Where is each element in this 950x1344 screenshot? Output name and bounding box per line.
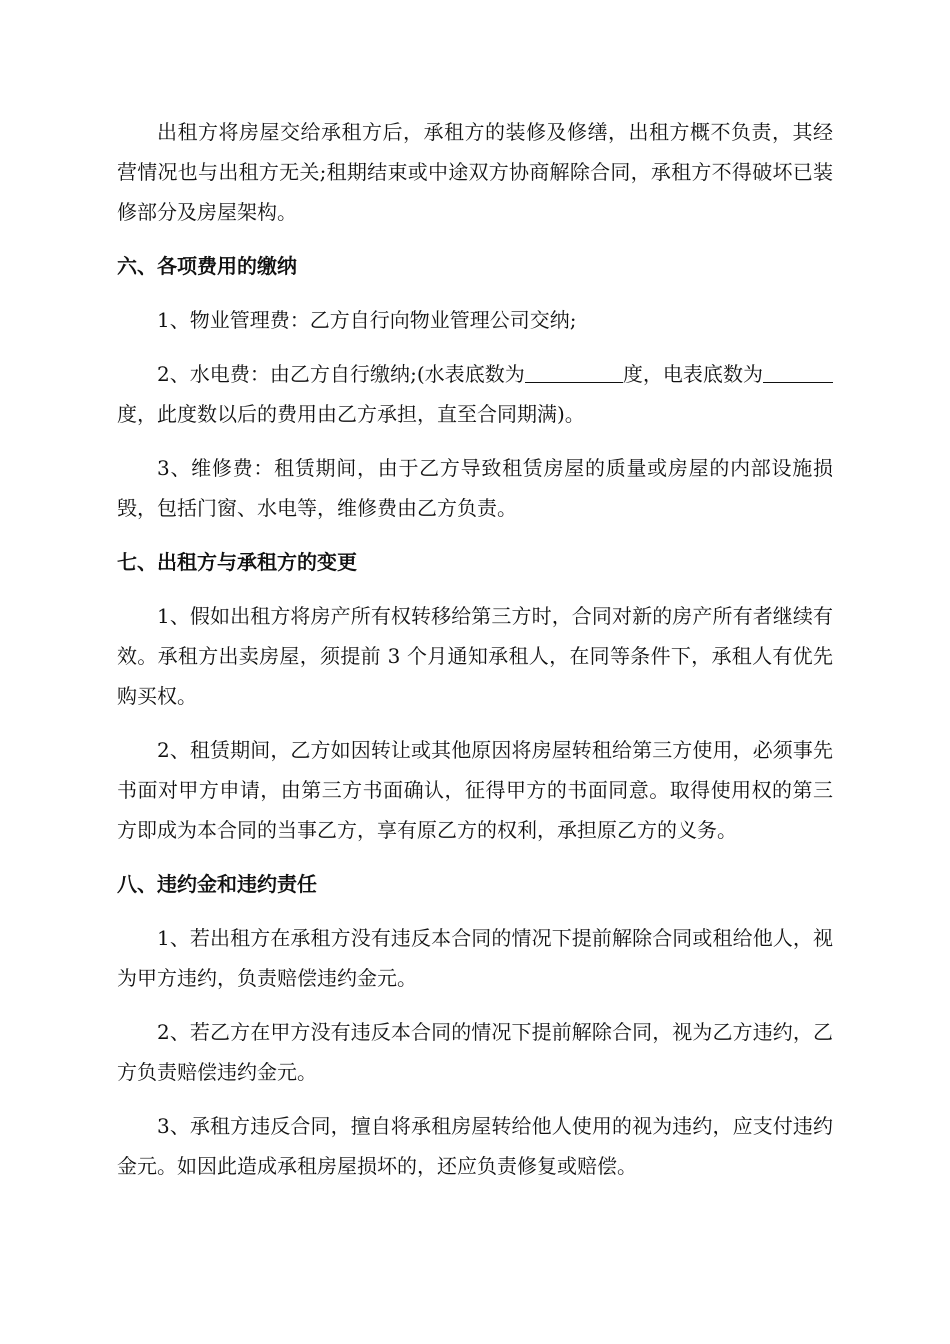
water-meter-blank — [525, 362, 623, 383]
section-heading-penalty: 八、违约金和违约责任 — [117, 872, 317, 896]
section-heading-fees: 六、各项费用的缴纳 — [117, 254, 297, 278]
document-body — [117, 112, 833, 1200]
paragraph-unauthorized-sublease: 3、承租方违反合同，擅自将承租房屋转给他人使用的视为违约，应支付违约金元。如因此造成承租房屋损坏的，还应负责修复或赔偿。 — [117, 1114, 833, 1178]
paragraph-ownership-transfer: 1、假如出租方将房产所有权转移给第三方时，合同对新的房产所有者继续有效。承租方出卖房屋，须提前 3 个月通知承租人，在同等条件下，承租人有优先购买权。 — [117, 604, 833, 708]
paragraph-lessee-breach: 2、若乙方在甲方没有违反本合同的情况下提前解除合同，视为乙方违约，乙方负责赔偿违约金元。 — [117, 1020, 833, 1084]
paragraph-decoration-responsibility: 出租方将房屋交给承租方后，承租方的装修及修缮，出租方概不负责，其经营情况也与出租方无关;租期结束或中途双方协商解除合同，承租方不得破坏已装修部分及房屋架构。 — [117, 120, 833, 224]
utility-fee-text-1: 2、水电费：由乙方自行缴纳;(水表底数为 — [157, 362, 525, 386]
paragraph-utility-fee — [117, 354, 833, 434]
utility-fee-text-2: 度，电表底数为 — [622, 362, 764, 386]
electric-meter-blank — [763, 362, 833, 383]
paragraph-repair-fee: 3、维修费：租赁期间，由于乙方导致租赁房屋的质量或房屋的内部设施损毁，包括门窗、水电等，维修费由乙方负责。 — [117, 456, 833, 520]
paragraph-sublease: 2、租赁期间，乙方如因转让或其他原因将房屋转租给第三方使用，必须事先书面对甲方申请，由第三方书面确认，征得甲方的书面同意。取得使用权的第三方即成为本合同的当事乙方，享有原乙方的权利，承担原乙方的义务。 — [117, 738, 833, 842]
section-heading-changes: 七、出租方与承租方的变更 — [117, 550, 357, 574]
paragraph-property-management-fee: 1、物业管理费：乙方自行向物业管理公司交纳; — [157, 308, 577, 332]
utility-fee-text-3: 度，此度数以后的费用由乙方承担，直至合同期满)。 — [117, 402, 585, 426]
paragraph-lessor-breach: 1、若出租方在承租方没有违反本合同的情况下提前解除合同或租给他人，视为甲方违约，负责赔偿违约金元。 — [117, 926, 833, 990]
